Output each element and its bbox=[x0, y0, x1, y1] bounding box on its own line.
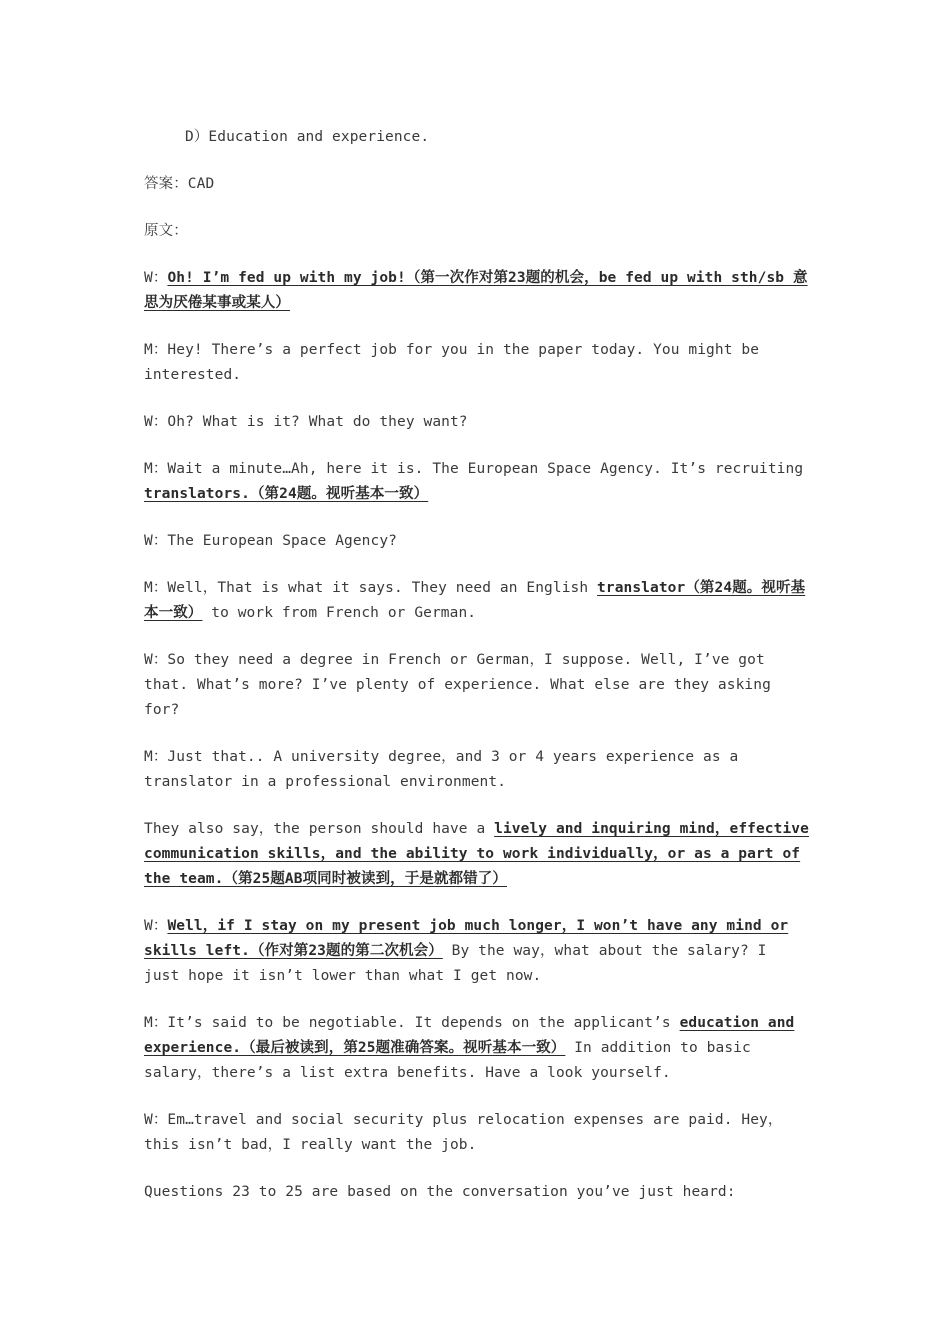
dialogue-line-6 bbox=[144, 576, 809, 626]
annotated-text: lively and inquiring mind，effective communication skills，and the ability to work individually，or as a part of the team.（第25题AB项同时被读到，于是就都错了） bbox=[144, 821, 809, 887]
dialogue-line-10 bbox=[144, 914, 809, 989]
dialogue-line-3 bbox=[144, 410, 809, 435]
annotated-text: Well，if I stay on my present job much longer，I won’t have any mind or skills left.（作对第23题的第二次机会） bbox=[144, 918, 789, 959]
speaker: W： bbox=[144, 918, 168, 934]
questions-intro bbox=[144, 1180, 809, 1205]
line-text: M：It’s said to be negotiable. It depends on the applicant’s bbox=[144, 1015, 680, 1031]
dialogue-line-1 bbox=[144, 266, 809, 316]
line-text: W：Em…travel and social security plus relocation expenses are paid. Hey，this isn’t bad，I really want the job. bbox=[144, 1112, 783, 1153]
line-text: M：Well，That is what it says. They need an English bbox=[144, 580, 598, 596]
dialogue-line-11 bbox=[144, 1011, 809, 1086]
dialogue-line-5 bbox=[144, 529, 809, 554]
dialogue-line-9 bbox=[144, 817, 809, 892]
source-label: 原文： bbox=[144, 223, 188, 239]
line-text: W：Oh? What is it? What do they want? bbox=[144, 414, 468, 430]
dialogue-line-7 bbox=[144, 648, 809, 723]
dialogue-line-2 bbox=[144, 338, 809, 388]
annotated-text: translator（第24题。视听基本一致） bbox=[144, 580, 806, 621]
line-text: W：The European Space Agency? bbox=[144, 533, 398, 549]
annotated-text: translators.（第24题。视听基本一致） bbox=[144, 486, 429, 502]
speaker: W： bbox=[144, 270, 168, 286]
dialogue-line-12 bbox=[144, 1108, 809, 1158]
dialogue-line-8 bbox=[144, 745, 809, 795]
annotated-text: Oh! I’m fed up with my job!（第一次作对第23题的机会，be fed up with sth/sb 意思为厌倦某事或某人） bbox=[144, 270, 808, 311]
option-d: D）Education and experience. bbox=[185, 129, 430, 145]
line-text: M：Hey! There’s a perfect job for you in the paper today. You might be interested. bbox=[144, 342, 760, 383]
line-text: They also say，the person should have a bbox=[144, 821, 495, 837]
line-text: M：Just that.. A university degree，and 3 or 4 years experience as a translator in a professional environment. bbox=[144, 749, 739, 790]
annotated-text: education and experience.（最后被读到，第25题准确答案。视听基本一致） bbox=[144, 1015, 795, 1056]
document-page bbox=[144, 125, 809, 1227]
line-text: to work from French or German. bbox=[202, 605, 477, 621]
answer-line: 答案：CAD bbox=[144, 176, 215, 192]
line-text: In addition to basic salary，there’s a list extra benefits. Have a look yourself. bbox=[144, 1040, 751, 1081]
line-text: W：So they need a degree in French or German，I suppose. Well, I’ve got that. What’s more? I’ve plenty of experience. What else are they asking for? bbox=[144, 652, 771, 718]
dialogue-line-4 bbox=[144, 457, 809, 507]
line-text: Questions 23 to 25 are based on the conversation you’ve just heard: bbox=[144, 1184, 736, 1200]
line-text: M：Wait a minute…Ah, here it is. The European Space Agency. It’s recruiting bbox=[144, 461, 804, 477]
line-text: By the way，what about the salary? I just hope it isn’t lower than what I get now. bbox=[144, 943, 767, 984]
